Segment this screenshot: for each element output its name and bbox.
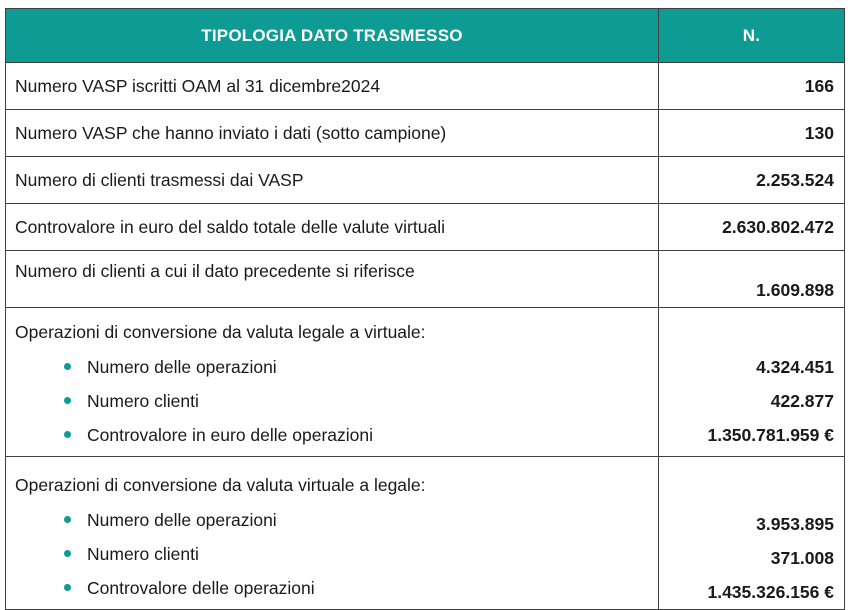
item-value: 4.324.451: [756, 357, 834, 377]
table-row: [6, 157, 845, 204]
row-label: Numero di clienti a cui il dato precedente si riferisce: [6, 251, 659, 308]
item-value: 1.350.781.959 €: [707, 425, 834, 445]
bullet-icon: [64, 431, 71, 438]
group-value-cell: [659, 308, 845, 457]
group-label-cell: [6, 308, 659, 457]
group-label-cell: [6, 457, 659, 610]
row-value: 166: [659, 63, 845, 110]
item-label: Numero delle operazioni: [87, 357, 277, 377]
group-title: Operazioni di conversione da valuta legale a virtuale:: [15, 322, 426, 342]
row-label: Numero di clienti trasmessi dai VASP: [6, 157, 659, 204]
list-item: [15, 350, 658, 384]
row-label: Numero VASP iscritti OAM al 31 dicembre2024: [6, 63, 659, 110]
bullet-icon: [64, 584, 71, 591]
group-title: Operazioni di conversione da valuta virtuale a legale:: [15, 475, 426, 495]
list-item: [15, 384, 658, 418]
list-item: [15, 418, 658, 452]
row-value: 1.609.898: [659, 251, 845, 308]
row-value: 2.630.802.472: [659, 204, 845, 251]
row-label: Controvalore in euro del saldo totale delle valute virtuali: [6, 204, 659, 251]
item-label: Controvalore in euro delle operazioni: [87, 425, 374, 445]
header-tipologia: TIPOLOGIA DATO TRASMESSO: [6, 9, 659, 63]
item-label: Controvalore delle operazioni: [87, 578, 315, 598]
group-row-virtuale-legale: [6, 457, 845, 610]
item-value: 1.435.326.156 €: [707, 582, 834, 602]
table-row: [6, 251, 845, 308]
item-label: Numero clienti: [87, 544, 199, 564]
row-value: 130: [659, 110, 845, 157]
table-row: [6, 204, 845, 251]
item-value: 3.953.895: [756, 514, 834, 534]
item-value: 422.877: [770, 391, 834, 411]
bullet-icon: [64, 397, 71, 404]
row-label: Numero VASP che hanno inviato i dati (sotto campione): [6, 110, 659, 157]
item-label: Numero delle operazioni: [87, 510, 277, 530]
list-item: [15, 537, 658, 571]
header-n: N.: [659, 9, 845, 63]
bullet-icon: [64, 363, 71, 370]
data-table: [5, 8, 845, 610]
list-item: [15, 571, 658, 605]
table-row: [6, 63, 845, 110]
item-value: 371.008: [770, 548, 834, 568]
group-value-cell: [659, 457, 845, 610]
item-label: Numero clienti: [87, 391, 199, 411]
bullet-icon: [64, 516, 71, 523]
table-header-row: [6, 9, 845, 63]
list-item: [15, 503, 658, 537]
row-value: 2.253.524: [659, 157, 845, 204]
bullet-icon: [64, 550, 71, 557]
table-row: [6, 110, 845, 157]
group-row-legale-virtuale: [6, 308, 845, 457]
